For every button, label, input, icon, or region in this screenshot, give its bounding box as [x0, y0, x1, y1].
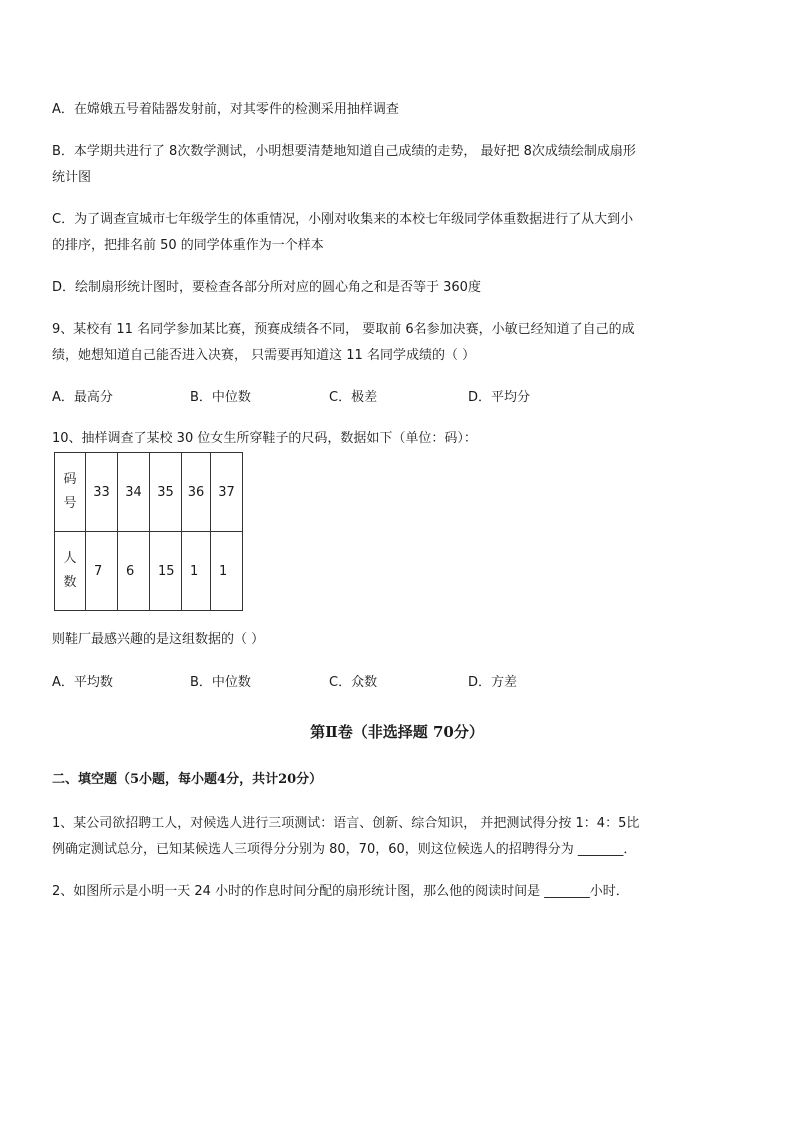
- q9-stem-line1: 9、某校有 11 名同学参加某比赛，预赛成绩各不同， 要取前 6名参加决赛，小敏已经知道了自己的成: [52, 322, 635, 337]
- fill1-line1: 1、某公司欲招聘工人，对候选人进行三项测试：语言、创新、综合知识， 并把测试得分按 1：4：5比: [52, 816, 640, 831]
- table-cell-count: 1: [211, 532, 243, 611]
- table-header-size-char2: 号: [63, 496, 77, 511]
- shoe-size-table: [54, 452, 243, 611]
- q8-option-c-line2: 的排序，把排名前 50 的同学体重作为一个样本: [52, 238, 324, 253]
- q9-option-a: A．最高分: [52, 390, 113, 405]
- q9-options: [52, 390, 652, 406]
- table-header-count: [55, 532, 86, 611]
- q10-option-b: B．中位数: [190, 675, 251, 690]
- q9-option-c: C．极差: [329, 390, 378, 405]
- q10-option-c: C．众数: [329, 675, 378, 690]
- table-cell-count: 7: [86, 532, 118, 611]
- table-cell-count: 15: [150, 532, 182, 611]
- q9-option-b: B．中位数: [190, 390, 251, 405]
- fill2-line1: 2、如图所示是小明一天 24 小时的作息时间分配的扇形统计图，那么他的阅读时间是 _______小时．: [52, 884, 629, 899]
- table-cell-size: 35: [150, 453, 182, 532]
- fill-in-section-heading: 二、填空题（5小题，每小题4分，共计20分）: [52, 772, 323, 787]
- q10-option-a: A．平均数: [52, 675, 113, 690]
- table-cell-size: 33: [86, 453, 118, 532]
- table-cell-size: 34: [118, 453, 150, 532]
- q9-stem-line2: 绩，她想知道自己能否进入决赛， 只需要再知道这 11 名同学成绩的（ ）: [52, 348, 476, 363]
- q8-option-a: A．在嫦娥五号着陆器发射前，对其零件的检测采用抽样调查: [52, 102, 399, 117]
- q10-followup: 则鞋厂最感兴趣的是这组数据的（ ）: [52, 632, 265, 647]
- q8-option-d: D．绘制扇形统计图时，要检查各部分所对应的圆心角之和是否等于 360度: [52, 280, 481, 295]
- q8-option-c-line1: C．为了调查宣城市七年级学生的体重情况，小刚对收集来的本校七年级同学体重数据进行了从大到小: [52, 212, 634, 227]
- fill1-line2: 例确定测试总分，已知某候选人三项得分分别为 80，70，60，则这位候选人的招聘得分为 _______．: [52, 842, 637, 857]
- table-cell-size: 37: [211, 453, 243, 532]
- q10-stem: 10、抽样调查了某校 30 位女生所穿鞋子的尺码，数据如下（单位：码）：: [52, 431, 477, 446]
- part2-title: 第Ⅱ卷（非选择题 70分）: [310, 723, 484, 741]
- table-row-counts: [55, 532, 243, 611]
- table-header-count-char2: 数: [63, 575, 77, 590]
- q10-option-d: D．方差: [468, 675, 518, 690]
- q8-option-b-line1: B．本学期共进行了 8次数学测试，小明想要清楚地知道自己成绩的走势， 最好把 8次成绩绘制成扇形: [52, 144, 636, 159]
- table-header-size-char1: 码: [63, 472, 77, 487]
- table-header-size: [55, 453, 86, 532]
- table-cell-count: 6: [118, 532, 150, 611]
- table-row-sizes: [55, 453, 243, 532]
- q9-option-d: D．平均分: [468, 390, 531, 405]
- table-cell-count: 1: [182, 532, 211, 611]
- q10-options: [52, 675, 652, 691]
- table-cell-size: 36: [182, 453, 211, 532]
- q8-option-b-line2: 统计图: [52, 170, 92, 185]
- table-header-count-char1: 人: [63, 551, 77, 566]
